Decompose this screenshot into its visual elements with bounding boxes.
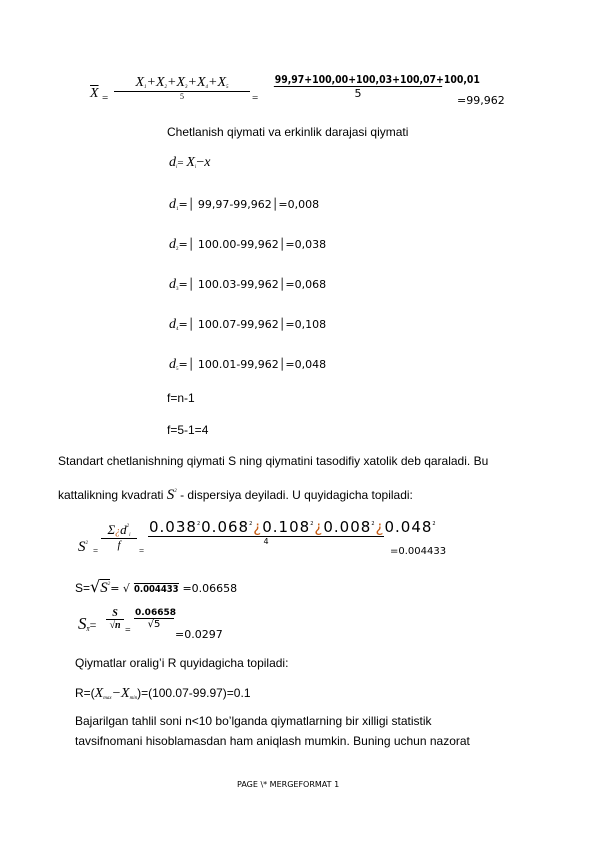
std-error-numeric-fraction: $\frac{0.06658}{√5}$: [135, 608, 176, 630]
closing-line-1: Bajarilgan tahlil soni n<10 bo’lganda qiymatlarning bir xilligi statistik: [75, 714, 432, 728]
variance-symbol: $S^2$: [78, 539, 88, 555]
range-heading: Qiymatlar oralig’i R quyidagicha topiladi:: [75, 656, 289, 670]
s-squared-symbol: $S^2$: [166, 487, 177, 503]
page-footer: PAGE \* MERGEFORMAT 1: [237, 780, 340, 789]
d-symbol: d: [169, 197, 176, 212]
variance-equals: =: [93, 546, 99, 556]
paragraph-line-2: kattalikning kvadrati $S^2$ - dispersiya deyiladi. U quyidagicha topiladi:: [58, 487, 413, 503]
std-error-result: =0.0297: [175, 628, 223, 641]
deviation-definition: $d_i= X_i-x$: [169, 155, 211, 170]
mean-equals: =: [102, 92, 109, 104]
mean-equals-2: =: [252, 92, 259, 104]
d-symbol: d: [169, 357, 176, 372]
deviation-row: $d_1=│$ 99,97-99,962│=0,008: [169, 197, 320, 212]
variance-equals-2: =: [139, 546, 145, 556]
paragraph-line-1: Standart chetlanishning qiymati S ning qiymatini tasodifiy xatolik deb qaraladi. Bu: [58, 454, 489, 468]
closing-line-2: tavsifnomani hisoblamasdan ham aniqlash mumkin. Buning uchun nazorat: [75, 734, 470, 748]
deviation-row: $d_2=│$ 100.00-99,962│=0,038: [169, 237, 327, 252]
deviation-row: $d_5=│$ 100.01-99,962│=0,048: [169, 357, 327, 372]
variance-sum-fraction: $\Sigma¿d^2_i$ f: [101, 522, 137, 551]
std-dev-formula: $S=√S^2=$ √ 0.004433 =0.06658: [75, 577, 238, 596]
variance-numeric-fraction: 0.038$^2$0.068$^2$¿0.108$^2$¿0.008$^2$¿0.048$^2$ 4: [149, 518, 437, 546]
variance-result: =0.004433: [390, 546, 447, 557]
deviation-row: $d_3=│$ 100.03-99,962│=0,068: [169, 277, 327, 292]
std-error-symbol: $S_{x̄}=$: [78, 614, 97, 633]
d-symbol: d: [169, 237, 176, 252]
deviation-heading: Chetlanish qiymati va erkinlik darajasi qiymati: [167, 125, 409, 139]
d-symbol: d: [169, 277, 176, 292]
mean-xbar: $\overline{X}$: [90, 86, 99, 101]
d-symbol: d: [169, 317, 176, 332]
std-error-symbolic-fraction: $\frac{S}{√n}$: [106, 608, 124, 631]
range-formula: $R=(X_{max}-X_{min})=(100.07-99.97)=0.1$: [75, 686, 251, 701]
mean-symbolic-fraction: $X_1+X_2+X_3+X_4+X_5$ 5: [114, 75, 250, 101]
mean-numeric-fraction: $\frac{99,97+100,00+100,03+100,07+100,01}{5}$: [274, 73, 480, 100]
mean-result: =99,962: [457, 94, 505, 107]
std-error-equals: =: [125, 625, 131, 636]
freedom-value: f=5-1=4: [167, 423, 209, 437]
freedom-formula: f=n-1: [167, 391, 195, 405]
deviation-row: $d_4=│$ 100.07-99,962│=0,108: [169, 317, 327, 332]
